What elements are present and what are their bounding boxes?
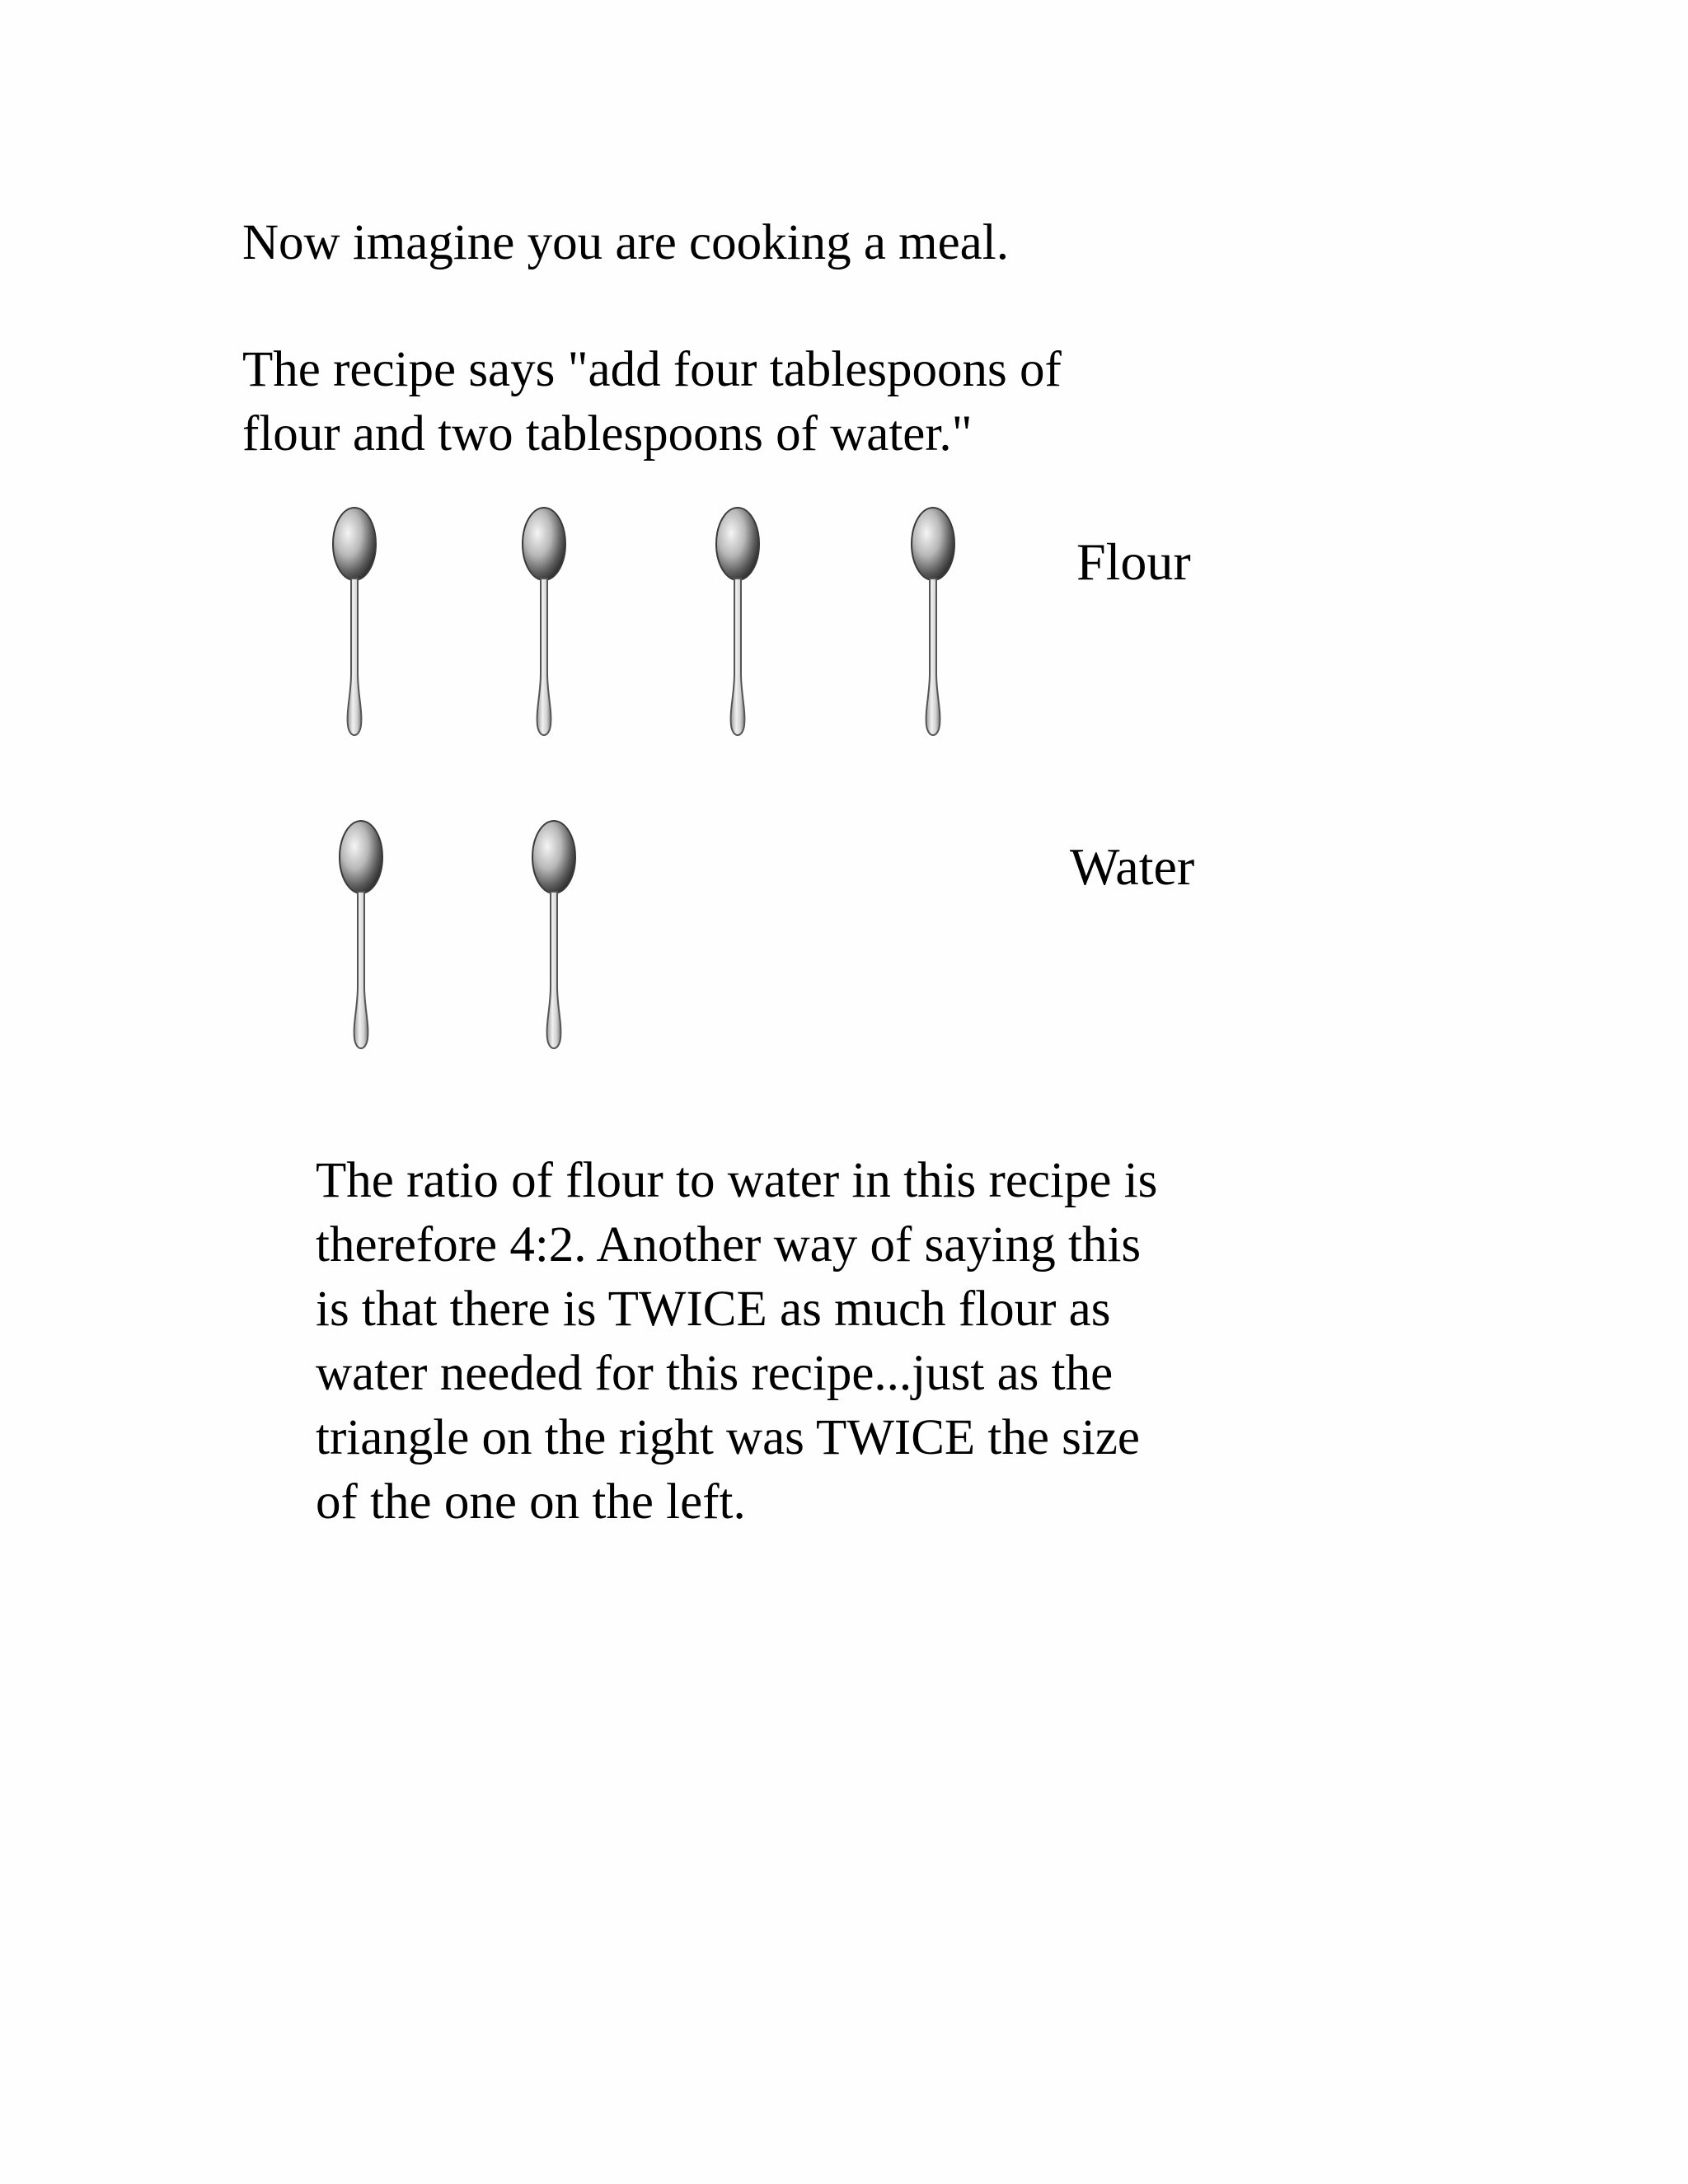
flour-label: Flour	[1076, 532, 1191, 591]
ratio-explanation-line: of the one on the left.	[316, 1474, 746, 1530]
tablespoon-icon	[513, 818, 595, 1057]
ratio-explanation-line: The ratio of flour to water in this recipe is	[316, 1153, 1158, 1208]
ratio-explanation-line: therefore 4:2. Another way of saying this	[316, 1217, 1142, 1272]
intro-text: Now imagine you are cooking a meal.	[242, 215, 1009, 270]
tablespoon-icon	[320, 818, 402, 1057]
ratio-explanation	[316, 1149, 1305, 1535]
ratio-explanation-line: water needed for this recipe...just as the	[316, 1346, 1114, 1401]
tablespoon-icon	[313, 504, 396, 743]
flour-spoon-row	[247, 504, 989, 752]
water-spoon-row	[247, 818, 989, 1065]
water-label: Water	[1070, 837, 1195, 896]
ratio-explanation-line: triangle on the right was TWICE the size	[316, 1410, 1141, 1465]
tablespoon-icon	[503, 504, 585, 743]
ratio-explanation-line: is that there is TWICE as much flour as	[316, 1282, 1111, 1337]
recipe-line-1: The recipe says "add four tablespoons of	[242, 342, 1062, 397]
tablespoon-icon	[892, 504, 974, 743]
tablespoon-icon	[696, 504, 779, 743]
recipe-line-2: flour and two tablespoons of water."	[242, 406, 973, 462]
